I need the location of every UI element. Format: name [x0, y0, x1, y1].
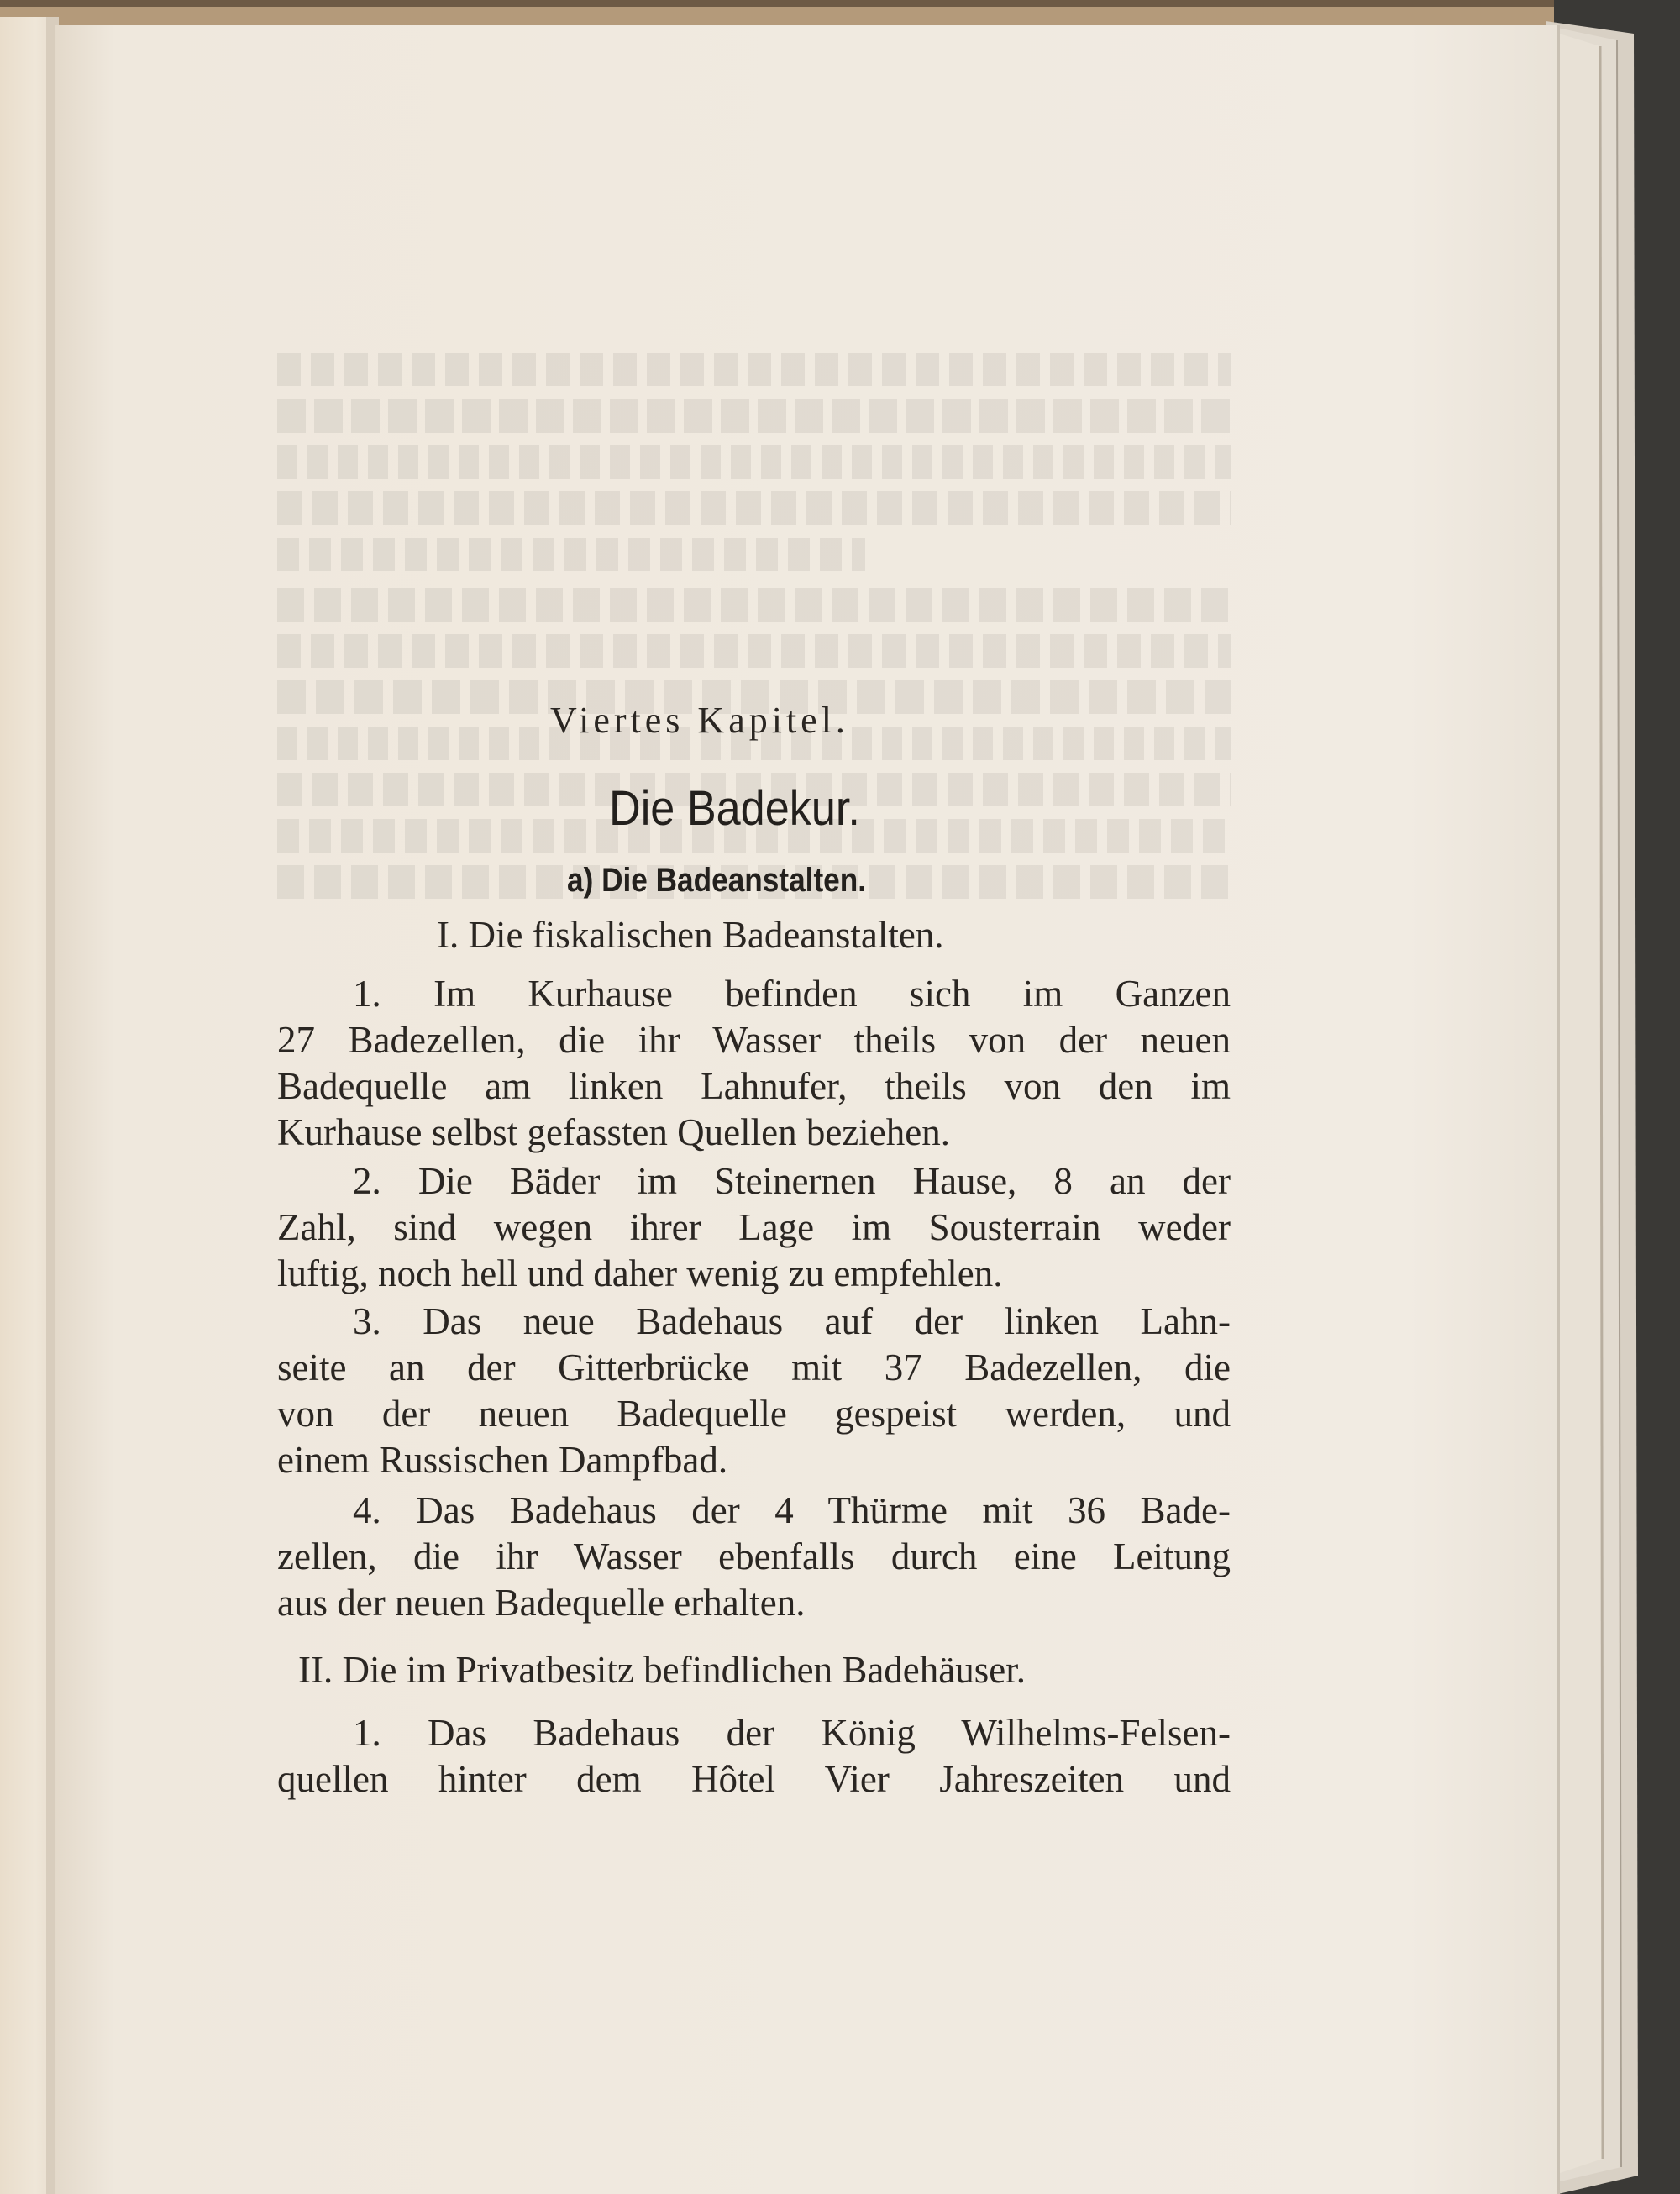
paragraph-3-line-2: seite an der Gitterbrücke mit 37 Badezellen, die: [277, 1346, 1231, 1388]
paragraph-4-line-3: aus der neuen Badequelle erhalten.: [277, 1582, 806, 1624]
paragraph-3-line-1: 3. Das neue Badehaus auf der linken Lahn-: [353, 1300, 1231, 1342]
paragraph-1-line-3: Badequelle am linken Lahnufer, theils von den im: [277, 1065, 1231, 1107]
paragraph-5-line-1: 1. Das Badehaus der König Wilhelms-Felsen-: [353, 1712, 1231, 1754]
subsection-2-heading: II. Die im Privatbesitz befindlichen Badehäuser.: [298, 1649, 1026, 1691]
section-heading: a) Die Badeanstalten.: [567, 862, 867, 899]
chapter-title: Die Badekur.: [609, 781, 860, 836]
paragraph-2-line-3: luftig, noch hell und daher wenig zu empfehlen.: [277, 1252, 1003, 1294]
paragraph-4-line-1: 4. Das Badehaus der 4 Thürme mit 36 Bade-: [353, 1489, 1231, 1531]
paragraph-1-line-4: Kurhause selbst gefassten Quellen beziehen.: [277, 1111, 950, 1153]
paragraph-3-line-3: von der neuen Badequelle gespeist werden, und: [277, 1393, 1231, 1435]
paragraph-2-line-1: 2. Die Bäder im Steinernen Hause, 8 an der: [353, 1160, 1231, 1202]
chapter-label: Viertes Kapitel.: [550, 700, 849, 741]
paragraph-1-line-2: 27 Badezellen, die ihr Wasser theils von der neuen: [277, 1019, 1231, 1061]
paragraph-4-line-2: zellen, die ihr Wasser ebenfalls durch eine Leitung: [277, 1535, 1231, 1577]
subsection-1-heading: I. Die fiskalischen Badeanstalten.: [437, 914, 944, 956]
paragraph-3-line-4: einem Russischen Dampfbad.: [277, 1439, 728, 1481]
paragraph-2-line-2: Zahl, sind wegen ihrer Lage im Sousterrain weder: [277, 1206, 1231, 1248]
paragraph-5-line-2: quellen hinter dem Hôtel Vier Jahreszeiten und: [277, 1758, 1231, 1800]
paragraph-1-line-1: 1. Im Kurhause befinden sich im Ganzen: [353, 973, 1231, 1015]
